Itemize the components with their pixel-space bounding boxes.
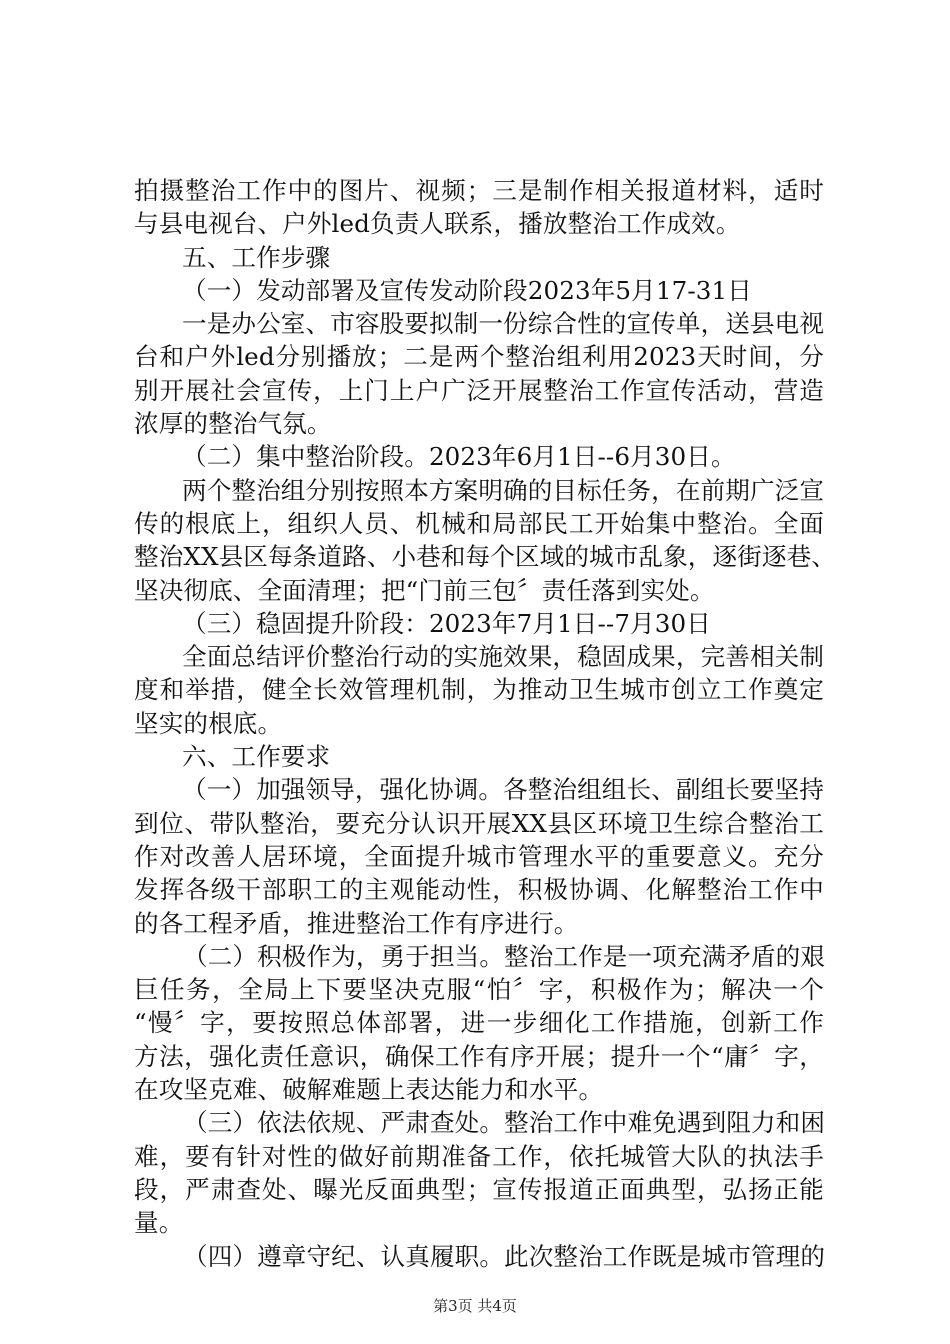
text-line: 发挥各级干部职工的主观能动性，积极协调、化解整治工作中	[134, 875, 824, 905]
text-line: 浓厚的整治气氛。	[134, 409, 332, 439]
text-line: 段，严肃查处、曝光反面典型；宣传报道正面典型，弘扬正能	[134, 1174, 824, 1204]
text-line: （三）依法依规、严肃查处。整治工作中难免遇到阻力和困	[183, 1108, 826, 1138]
text-line: 五、工作步骤	[182, 242, 331, 272]
text-line: 巨任务，全局上下要坚决克服“怕〞字，积极作为；解决一个	[134, 975, 824, 1005]
text-line: 整治XX县区每条道路、小巷和每个区域的城市乱象，逐街逐巷、	[134, 542, 836, 572]
text-line: 六、工作要求	[182, 742, 331, 772]
text-line: 度和举措，健全长效管理机制，为推动卫生城市创立工作奠定	[134, 675, 824, 705]
text-line: 一是办公室、市容股要拟制一份综合性的宣传单，送县电视	[182, 309, 825, 339]
text-line: 量。	[134, 1208, 184, 1238]
text-line: 难，要有针对性的做好前期准备工作，依托城管大队的执法手	[134, 1141, 824, 1171]
text-line: “慢〞字，要按照总体部署，进一步细化工作措施，创新工作	[134, 1008, 824, 1038]
text-line: （一）发动部署及宣传发动阶段2023年5月17-31日	[182, 275, 752, 305]
text-line: 拍摄整治工作中的图片、视频；三是制作相关报道材料，适时	[134, 176, 824, 205]
text-line: 坚实的根底。	[134, 708, 283, 738]
document-body	[134, 174, 836, 1273]
text-line: （一）加强领导，强化协调。各整治组组长、副组长要坚持	[182, 775, 825, 805]
text-line: 与县电视台、户外led负责人联系，播放整治工作成效。	[134, 209, 741, 239]
text-line: 两个整治组分别按照本方案明确的目标任务，在前期广泛宣	[182, 475, 825, 505]
text-line: （四）遵章守纪、认真履职。此次整治工作既是城市管理的	[183, 1241, 826, 1271]
text-line: 全面总结评价整治行动的实施效果，稳固成果，完善相关制	[182, 642, 825, 672]
text-line: （三）稳固提升阶段：2023年7月1日--7月30日	[182, 608, 711, 638]
text-line: 坚决彻底、全面清理；把“门前三包〞责任落到实处。	[134, 575, 715, 605]
text-line: 在攻坚克难、破解难题上表达能力和水平。	[134, 1075, 604, 1105]
text-line: 台和户外led分别播放；二是两个整治组利用2023天时间，分	[134, 342, 824, 372]
text-line: 方法，强化责任意识，确保工作有序开展；提升一个“庸〞字，	[134, 1041, 824, 1071]
text-line: （二）积极作为，勇于担当。整治工作是一项充满矛盾的艰	[183, 941, 826, 971]
text-line: 的各工程矛盾，推进整治工作有序进行。	[134, 908, 579, 938]
text-line: 传的根底上，组织人员、机械和局部民工开始集中整治。全面	[134, 508, 824, 538]
text-line: 到位、带队整治，要充分认识开展XX县区环境卫生综合整治工	[134, 808, 824, 838]
text-line: （二）集中整治阶段。2023年6月1日--6月30日。	[182, 442, 736, 472]
text-line: 别开展社会宣传，上门上户广泛开展整治工作宣传活动，营造	[134, 375, 824, 405]
page-footer: 第3页 共4页	[433, 1297, 517, 1315]
text-line: 作对改善人居环境，全面提升城市管理水平的重要意义。充分	[134, 841, 824, 871]
